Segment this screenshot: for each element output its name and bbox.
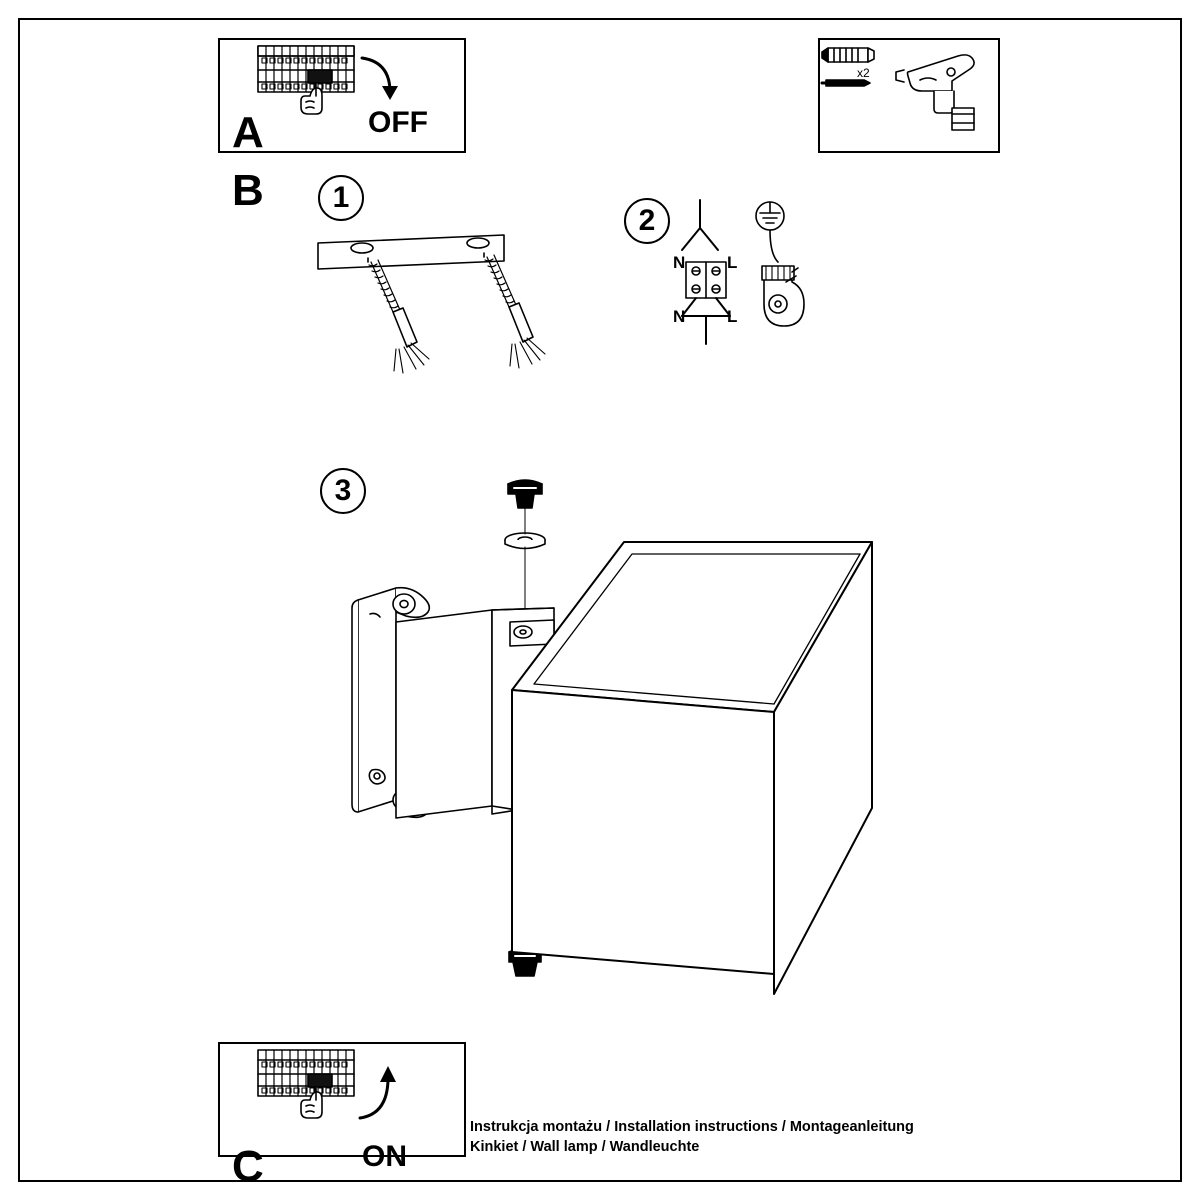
terminal-label-l-top: L (727, 253, 738, 272)
page-border (18, 18, 1182, 1182)
section-b-letter: B (232, 166, 264, 215)
footer-line-1: Instrukcja montażu / Installation instructions / Montageanleitung (470, 1119, 914, 1135)
section-a-word: OFF (368, 106, 428, 139)
section-a-letter: A (232, 108, 264, 157)
section-c-box (218, 1042, 466, 1157)
terminal-label-n-bottom: N (673, 307, 686, 326)
section-c-letter: C (232, 1142, 264, 1191)
tools-box (818, 38, 1000, 153)
footer-line-2: Kinkiet / Wall lamp / Wandleuchte (470, 1139, 700, 1155)
tools-quantity-label: x2 (857, 66, 870, 80)
terminal-label-n-top: N (673, 253, 686, 272)
step-1-badge: 1 (318, 175, 364, 221)
step-2-badge: 2 (624, 198, 670, 244)
terminal-label-l-bottom: L (727, 307, 738, 326)
section-c-word: ON (362, 1140, 407, 1173)
step-3-badge: 3 (320, 468, 366, 514)
